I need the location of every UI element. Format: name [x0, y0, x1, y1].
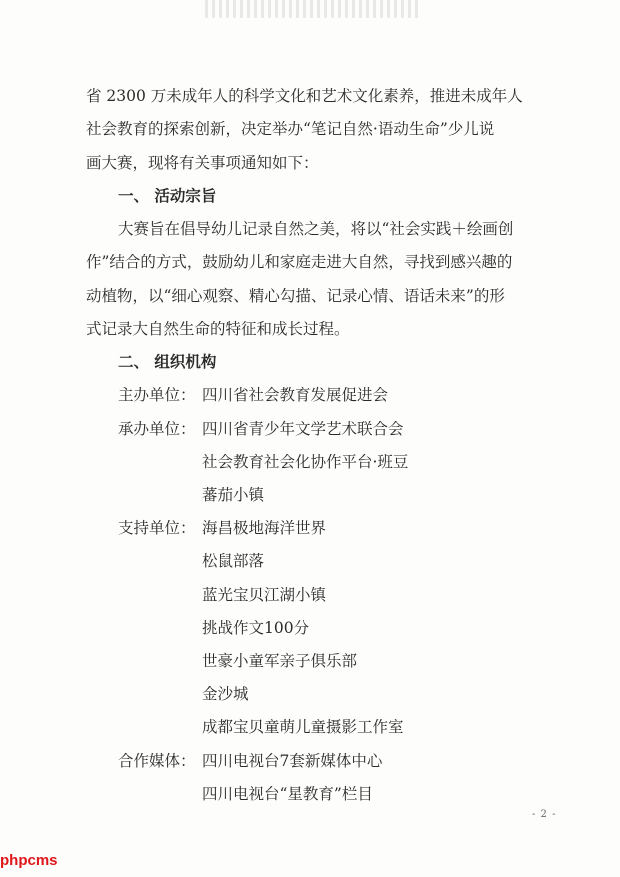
org-item: 四川省社会教育发展促进会: [202, 386, 389, 404]
org-label: 支持单位：: [118, 519, 196, 537]
section-heading: 二、 组织机构: [118, 352, 217, 371]
paragraph-line: 动植物，以“细心观察、精心勾描、记录心情、语话未来”的形: [86, 287, 505, 305]
org-item: 海昌极地海洋世界: [202, 519, 327, 537]
org-item: 世豪小童军亲子俱乐部: [202, 652, 358, 670]
scan-artifact: [205, 0, 420, 18]
org-label: 主办单位：: [118, 386, 196, 404]
watermark: phpcms: [0, 852, 58, 869]
intro-line: 社会教育的探索创新，决定举办“笔记自然·语动生命”少儿说: [86, 120, 495, 138]
org-item: 松鼠部落: [202, 552, 265, 570]
org-item: 成都宝贝童萌儿童摄影工作室: [202, 718, 404, 736]
org-item: 四川电视台“星教育”栏目: [202, 785, 373, 803]
org-label: 承办单位：: [118, 420, 196, 438]
section-heading: 一、 活动宗旨: [118, 186, 217, 205]
paragraph-line: 式记录大自然生命的特征和成长过程。: [86, 320, 350, 338]
intro-line: 画大赛，现将有关事项通知如下：: [86, 154, 319, 172]
org-item: 社会教育社会化协作平台·班豆: [202, 453, 409, 471]
paragraph-line: 作”结合的方式，鼓励幼儿和家庭走进大自然，寻找到感兴趣的: [86, 253, 513, 271]
intro-line: 省 2300 万未成年人的科学文化和艺术文化素养，推进未成年人: [86, 87, 523, 105]
org-item: 蕃茄小镇: [202, 486, 265, 504]
page-number: - 2 -: [532, 809, 557, 820]
org-item: 蓝光宝贝江湖小镇: [202, 586, 327, 604]
org-label: 合作媒体：: [118, 752, 196, 770]
org-item: 金沙城: [202, 685, 249, 703]
org-item: 四川省青少年文学艺术联合会: [202, 420, 404, 438]
org-item: 四川电视台7套新媒体中心: [202, 752, 383, 770]
org-item: 挑战作文100分: [202, 619, 310, 637]
paragraph-line: 大赛旨在倡导幼儿记录自然之美，将以“社会实践＋绘画创: [118, 220, 514, 238]
